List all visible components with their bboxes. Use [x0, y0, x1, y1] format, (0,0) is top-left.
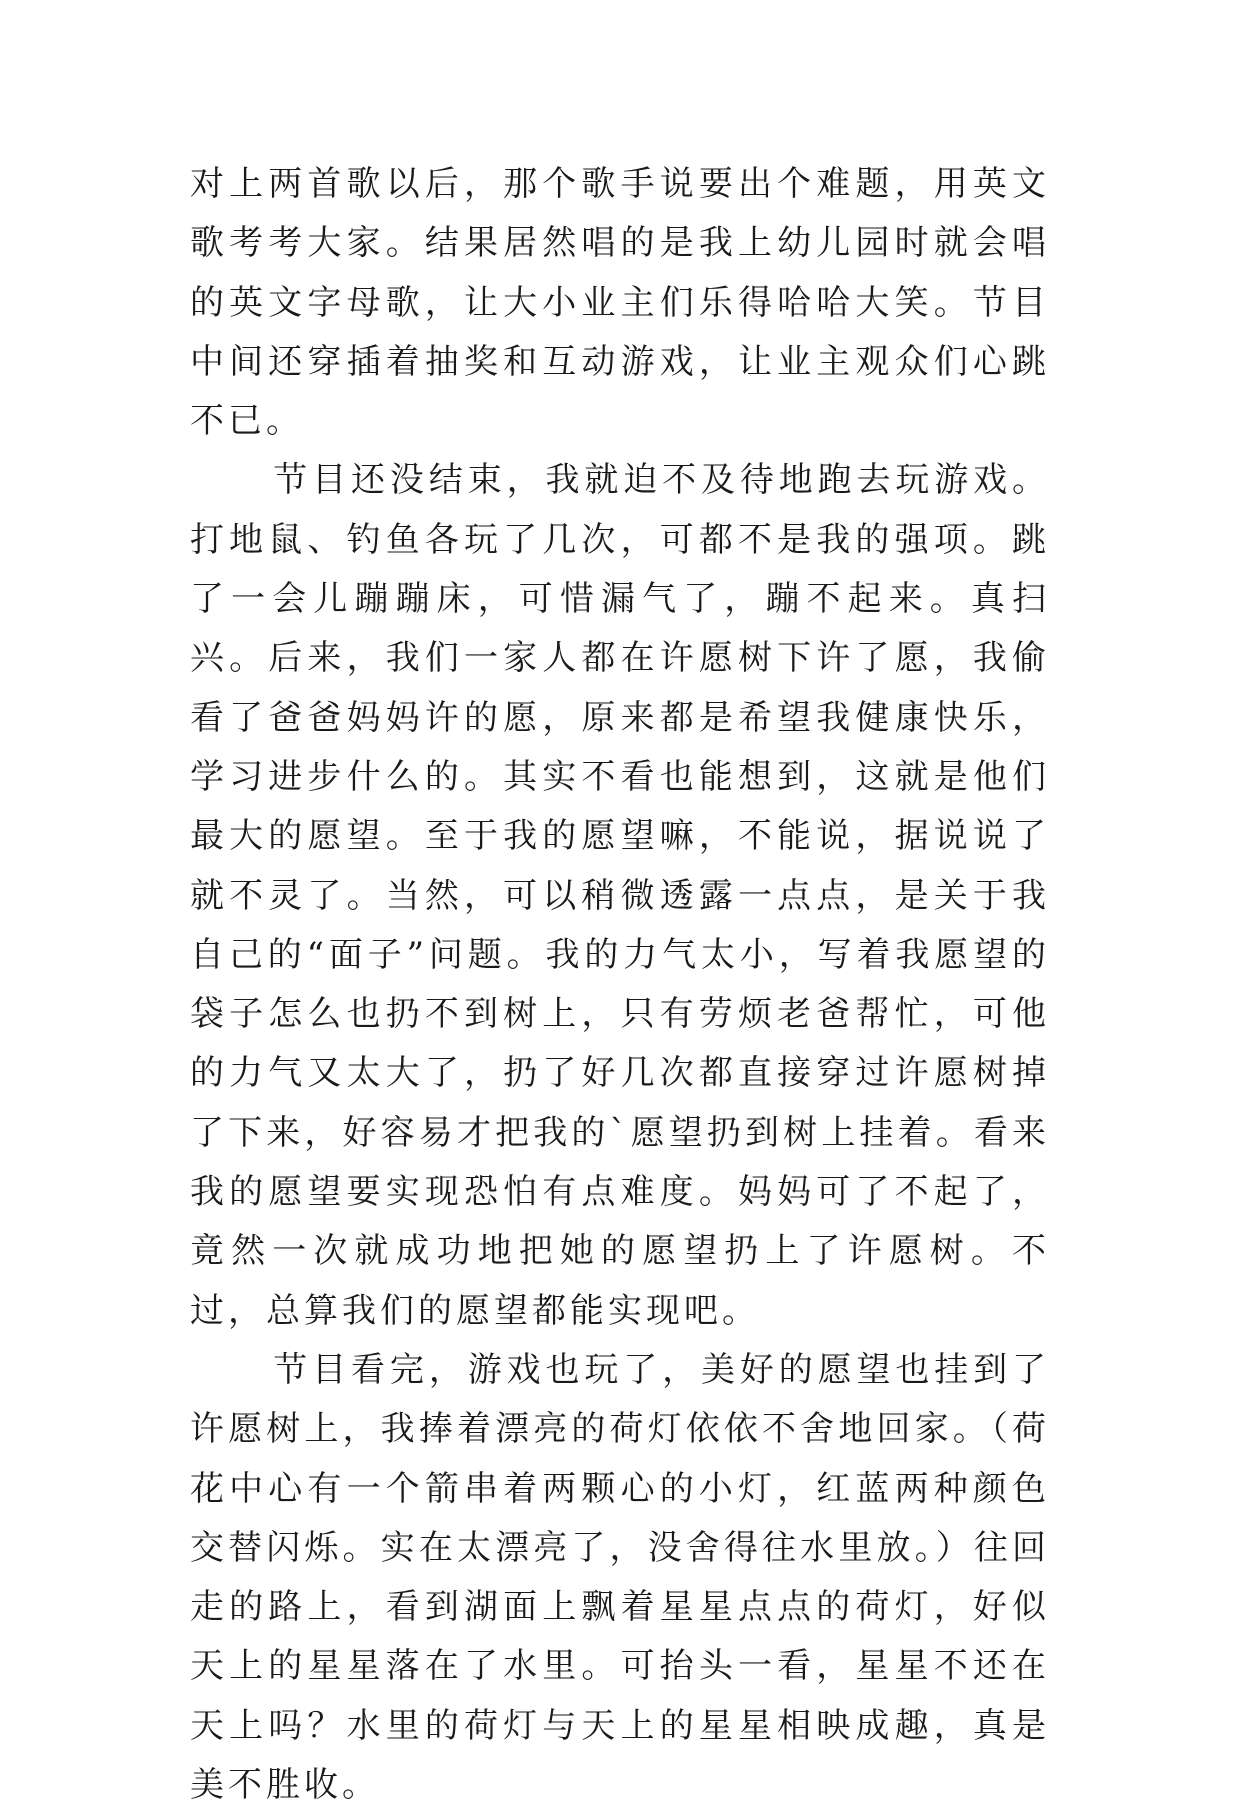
paragraph-3: 节目看完，游戏也玩了，美好的愿望也挂到了许愿树上，我捧着漂亮的荷灯依依不舍地回家。（荷花中心有一个箭串着两颗心的小灯，红蓝两种颜色交替闪烁。实在太漂亮了，没舍得往水里放。）往回走的路上，看到湖面上飘着星星点点的荷灯，好似天上的星星落在了水里。可抬头一看，星星不还在天上吗？水里的荷灯与天上的星星相映成趣，真是美不胜收。 [190, 1349, 1050, 1806]
body-text [190, 155, 1050, 1815]
paragraph-2: 节目还没结束，我就迫不及待地跑去玩游戏。打地鼠、钓鱼各玩了几次，可都不是我的强项。跳了一会儿蹦蹦床，可惜漏气了，蹦不起来。真扫兴。后来，我们一家人都在许愿树下许了愿，我偷看了爸爸妈妈许的愿，原来都是希望我健康快乐，学习进步什么的。其实不看也能想到，这就是他们最大的愿望。至于我的愿望嘛，不能说，据说说了就不灵了。当然，可以稍微透露一点点，是关于我自己的“面子”问题。我的力气太小，写着我愿望的袋子怎么也扔不到树上，只有劳烦老爸帮忙，可他的力气又太大了，扔了好几次都直接穿过许愿树掉了下来，好容易才把我的`愿望扔到树上挂着。看来我的愿望要实现恐怕有点难度。妈妈可了不起了，竟然一次就成功地把她的愿望扔上了许愿树。不过，总算我们的愿望都能实现吧。 [190, 460, 1050, 1331]
paragraph-1: 对上两首歌以后，那个歌手说要出个难题，用英文歌考考大家。结果居然唱的是我上幼儿园时就会唱的英文字母歌，让大小业主们乐得哈哈大笑。节目中间还穿插着抽奖和互动游戏，让业主观众们心跳不已。 [190, 164, 1050, 442]
